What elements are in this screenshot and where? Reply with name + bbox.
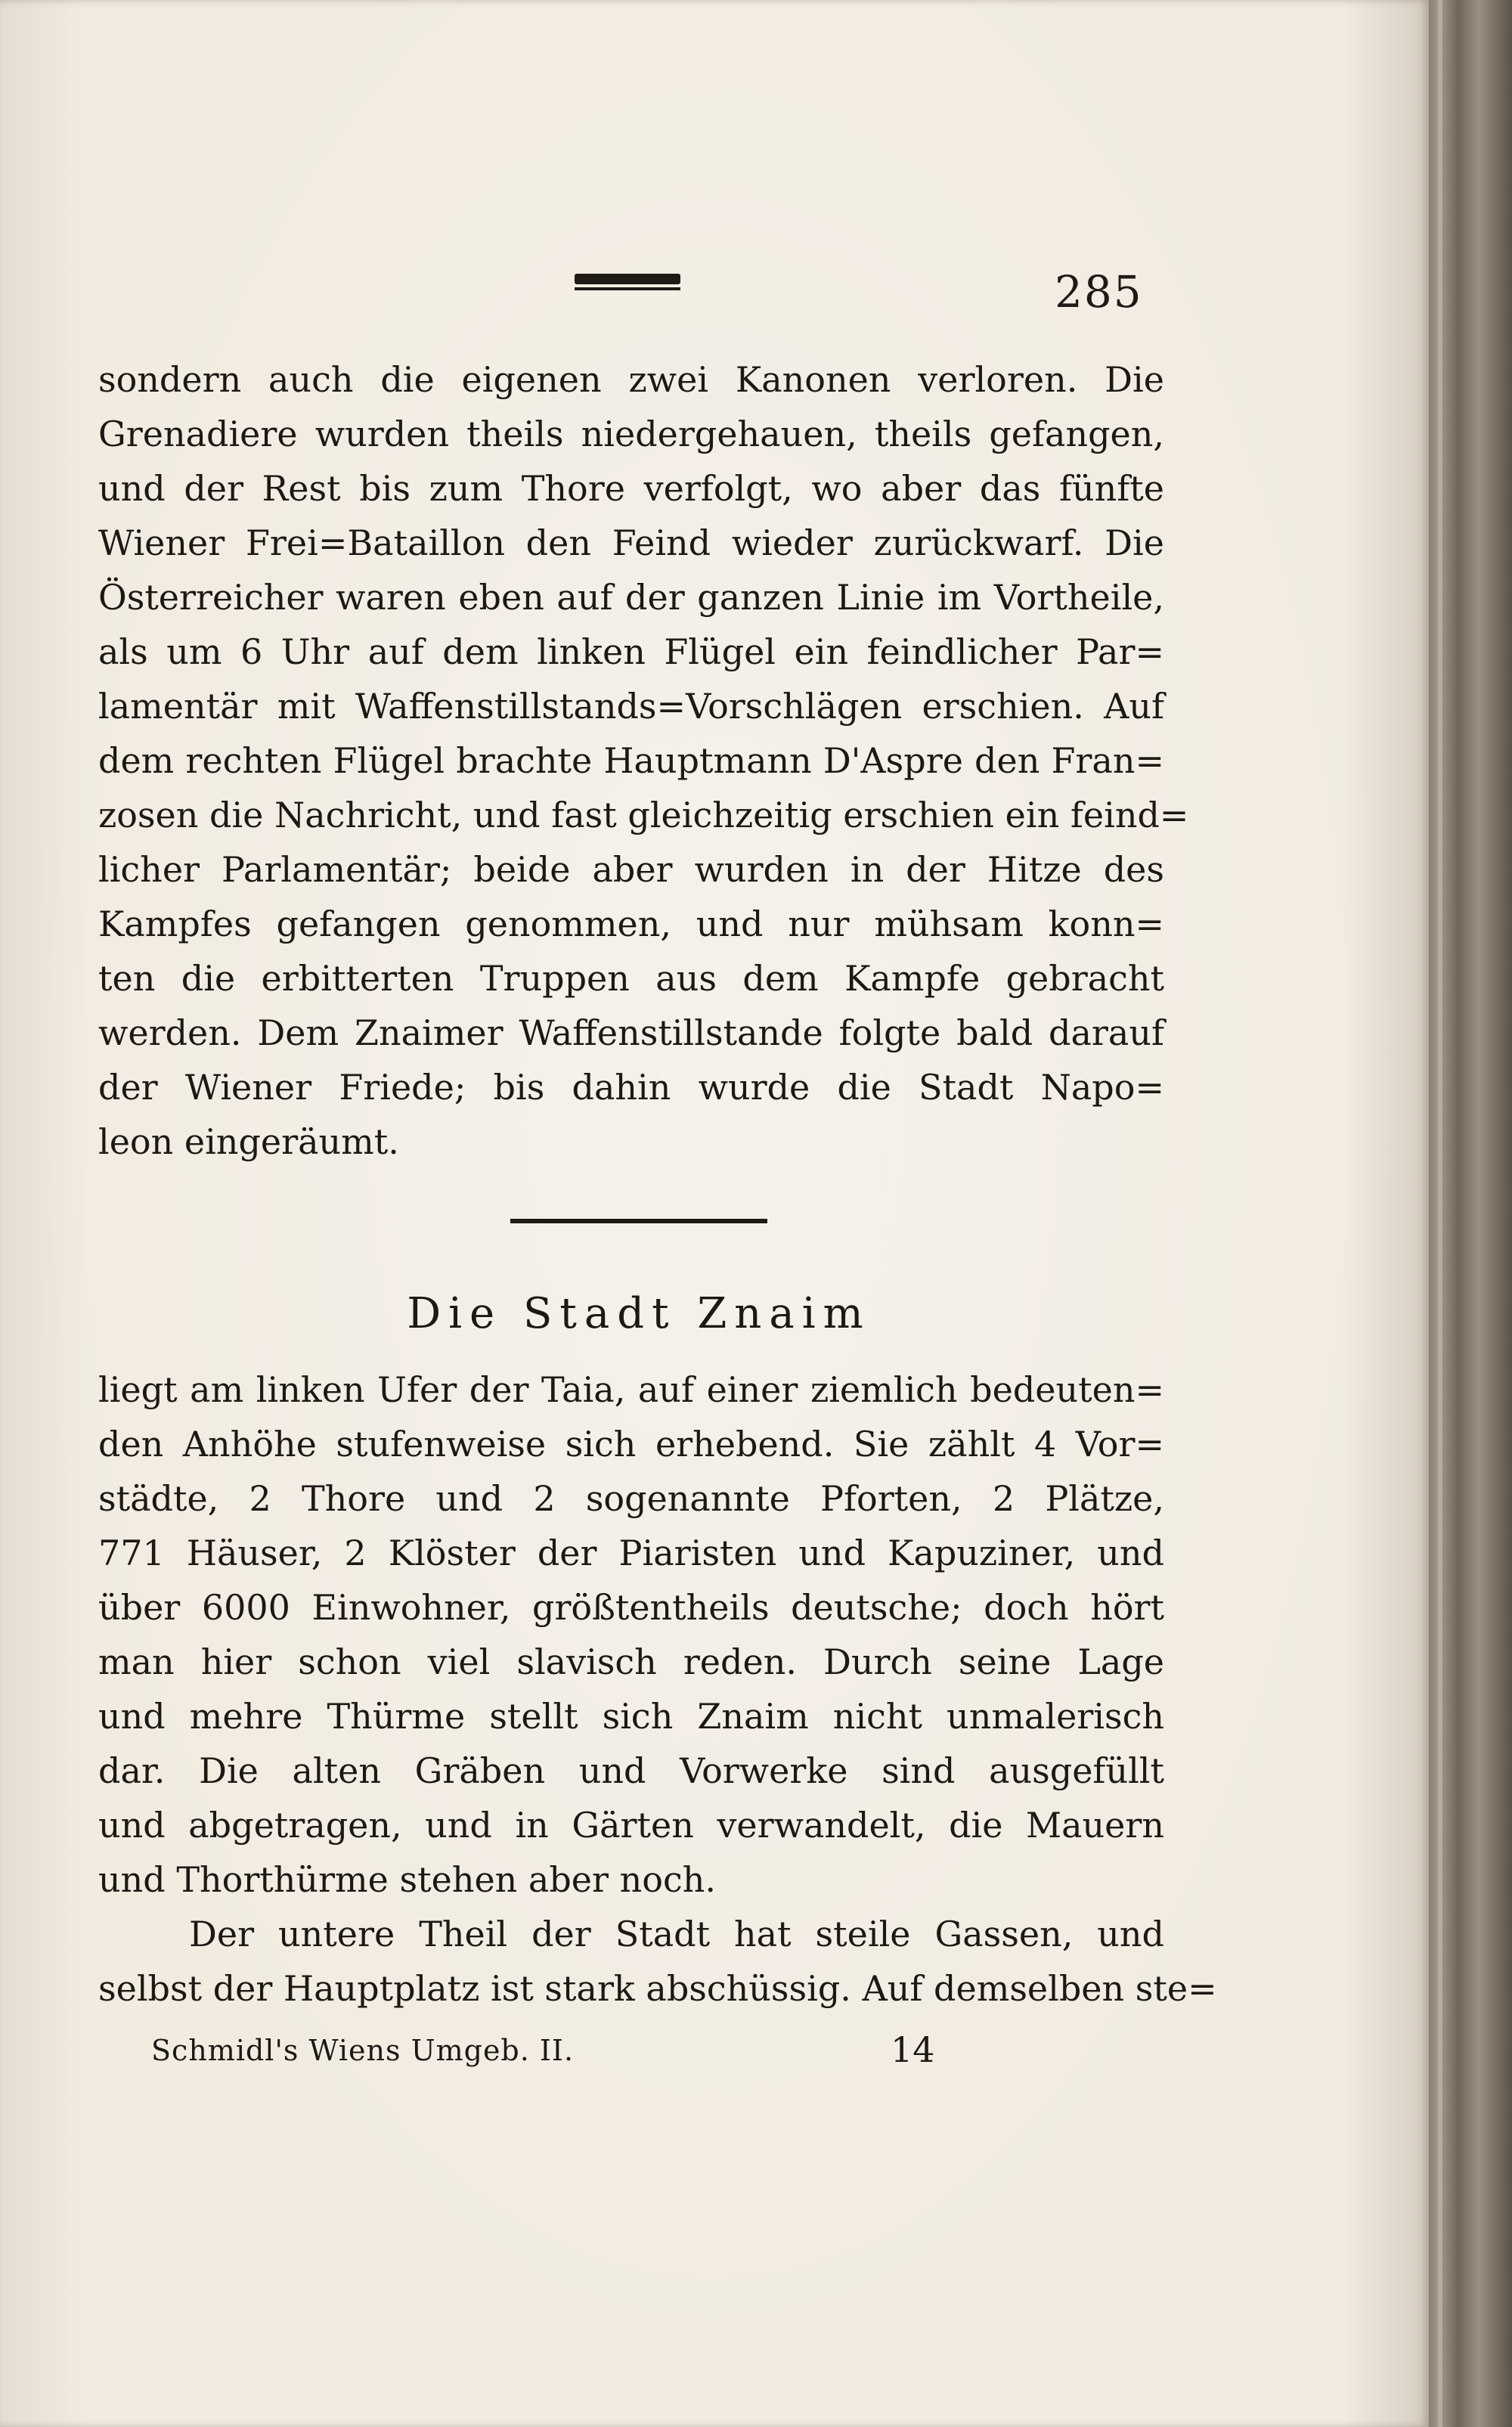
text-line: werden. Dem Znaimer Waffenstillstande folgte bald darauf — [98, 1012, 1164, 1053]
footer-signature: Schmidl's Wiens Umgeb. II. — [151, 2034, 575, 2067]
page-edge — [1438, 0, 1442, 2427]
text-line: selbst der Hauptplatz ist stark abschüssig. Auf demselben ste= — [98, 1968, 1217, 2009]
text-line: Der untere Theil der Stadt hat steile Gassen, und — [189, 1914, 1164, 1954]
text-line: und Thorthürme stehen aber noch. — [98, 1859, 716, 1900]
section-heading: Die Stadt Znaim — [407, 1289, 871, 1338]
text-line: lamentär mit Waffenstillstands=Vorschlägen erschien. Auf — [98, 686, 1164, 727]
book-spine-edge — [1429, 0, 1512, 2427]
text-line: ten die erbitterten Truppen aus dem Kampfe gebracht — [98, 958, 1164, 999]
text-line: städte, 2 Thore und 2 sogenannte Pforten, 2 Plätze, — [98, 1478, 1164, 1519]
text-line: licher Parlamentär; beide aber wurden in der Hitze des — [98, 849, 1164, 890]
text-line: dar. Die alten Gräben und Vorwerke sind ausgefüllt — [98, 1750, 1164, 1791]
text-line: zosen die Nachricht, und fast gleichzeitig erschien ein feind= — [98, 795, 1189, 835]
text-line: und mehre Thürme stellt sich Znaim nicht unmalerisch — [98, 1696, 1164, 1737]
text-line: 771 Häuser, 2 Klöster der Piaristen und Kapuziner, und — [98, 1533, 1164, 1573]
text-line: über 6000 Einwohner, größtentheils deutsche; doch hört — [98, 1587, 1164, 1628]
text-line: und der Rest bis zum Thore verfolgt, wo aber das fünfte — [98, 468, 1164, 509]
footer-sheet-number: 14 — [891, 2029, 935, 2070]
text-line: Kampfes gefangen genommen, und nur mühsam konn= — [98, 904, 1164, 944]
text-line: sondern auch die eigenen zwei Kanonen verloren. Die — [98, 359, 1164, 400]
text-line: den Anhöhe stufenweise sich erhebend. Sie zählt 4 Vor= — [98, 1424, 1164, 1465]
text-block-bottom — [98, 1362, 1217, 2016]
header-rule — [575, 274, 680, 284]
section-divider — [510, 1219, 767, 1223]
text-line: der Wiener Friede; bis dahin wurde die Stadt Napo= — [98, 1067, 1164, 1108]
text-line: Wiener Frei=Bataillon den Feind wieder zurückwarf. Die — [98, 522, 1164, 563]
text-line: als um 6 Uhr auf dem linken Flügel ein feindlicher Par= — [98, 631, 1164, 672]
page-number: 285 — [1055, 266, 1143, 318]
text-block-top — [98, 352, 1189, 1169]
text-line: Grenadiere wurden theils niedergehauen, theils gefangen, — [98, 414, 1164, 454]
text-line: man hier schon viel slavisch reden. Durch seine Lage — [98, 1641, 1164, 1682]
text-line: Österreicher waren eben auf der ganzen Linie im Vortheile, — [98, 577, 1164, 618]
text-line: liegt am linken Ufer der Taia, auf einer ziemlich bedeuten= — [98, 1369, 1164, 1410]
text-line: und abgetragen, und in Gärten verwandelt, die Mauern — [98, 1805, 1164, 1846]
text-line: leon eingeräumt. — [98, 1121, 399, 1162]
text-line: dem rechten Flügel brachte Hauptmann D'Aspre den Fran= — [98, 740, 1164, 781]
